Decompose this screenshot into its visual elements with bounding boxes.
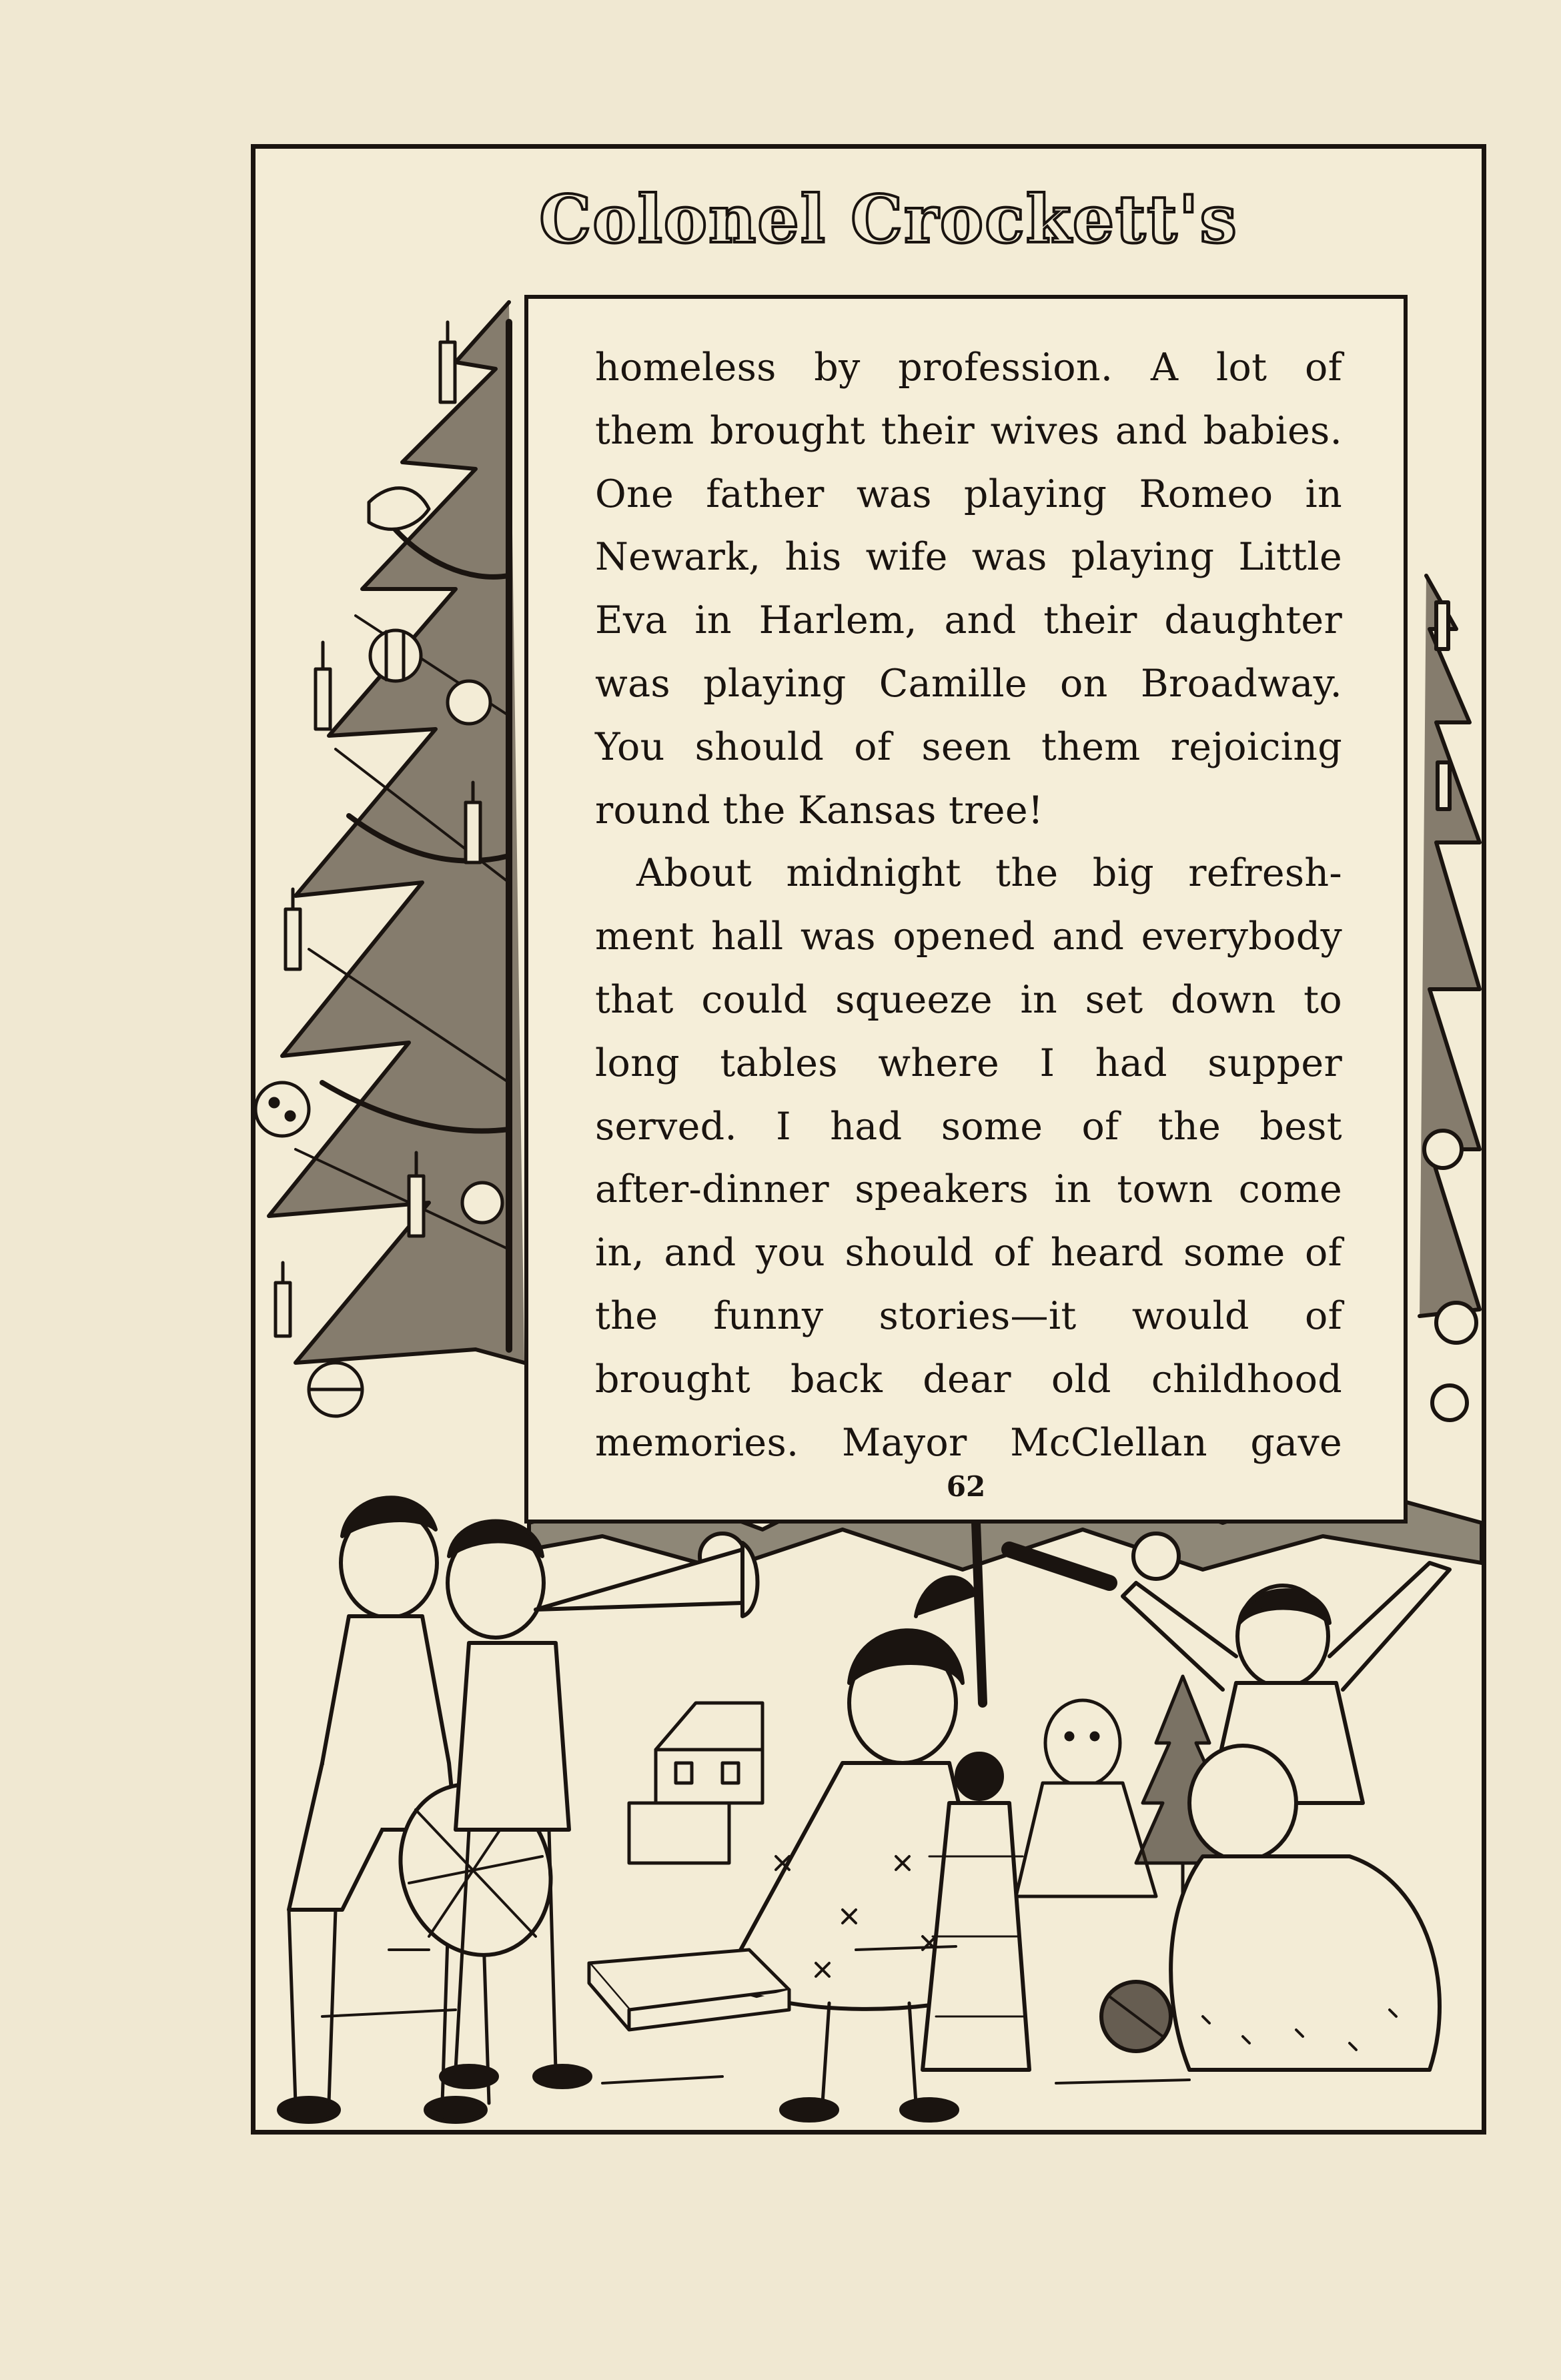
text-line: them brought their wives and babies.	[595, 408, 1342, 453]
book	[589, 1950, 789, 2030]
page-number: 62	[946, 1470, 986, 1503]
text-line: Newark, his wife was playing Little	[595, 535, 1342, 580]
running-head: Colonel Crockett's	[539, 181, 1238, 258]
text-line: after-dinner speakers in town come	[595, 1167, 1342, 1212]
right-tree	[1420, 576, 1480, 1420]
svg-text:W: W	[282, 2104, 296, 2120]
text-line: About midnight the big refresh-	[636, 851, 1342, 896]
text-line: that could squeeze in set down to	[595, 977, 1342, 1022]
toy-house	[629, 1703, 762, 1863]
text-line: ment hall was opened and everybody	[595, 915, 1342, 959]
text-line: Eva in Harlem, and their daughter	[595, 598, 1342, 643]
text-line: homeless by profession. A lot of	[595, 346, 1342, 390]
text-line: long tables where I had supper	[595, 1041, 1342, 1085]
text-panel	[524, 295, 1408, 1524]
text-line: You should of seen them rejoicing	[595, 724, 1342, 769]
body-text	[595, 336, 1342, 1474]
text-line: the funny stories—it would of	[595, 1293, 1342, 1338]
text-line: round the Kansas tree!	[595, 788, 1044, 832]
text-line: served. I had some of the best	[595, 1104, 1342, 1149]
text-line: memories. Mayor McClellan gave	[595, 1420, 1342, 1465]
text-line: was playing Camille on Broadway.	[595, 661, 1342, 706]
text-line: brought back dear old childhood	[595, 1357, 1342, 1401]
text-line: in, and you should of heard some of	[595, 1231, 1342, 1275]
text-line: One father was playing Romeo in	[595, 472, 1342, 516]
